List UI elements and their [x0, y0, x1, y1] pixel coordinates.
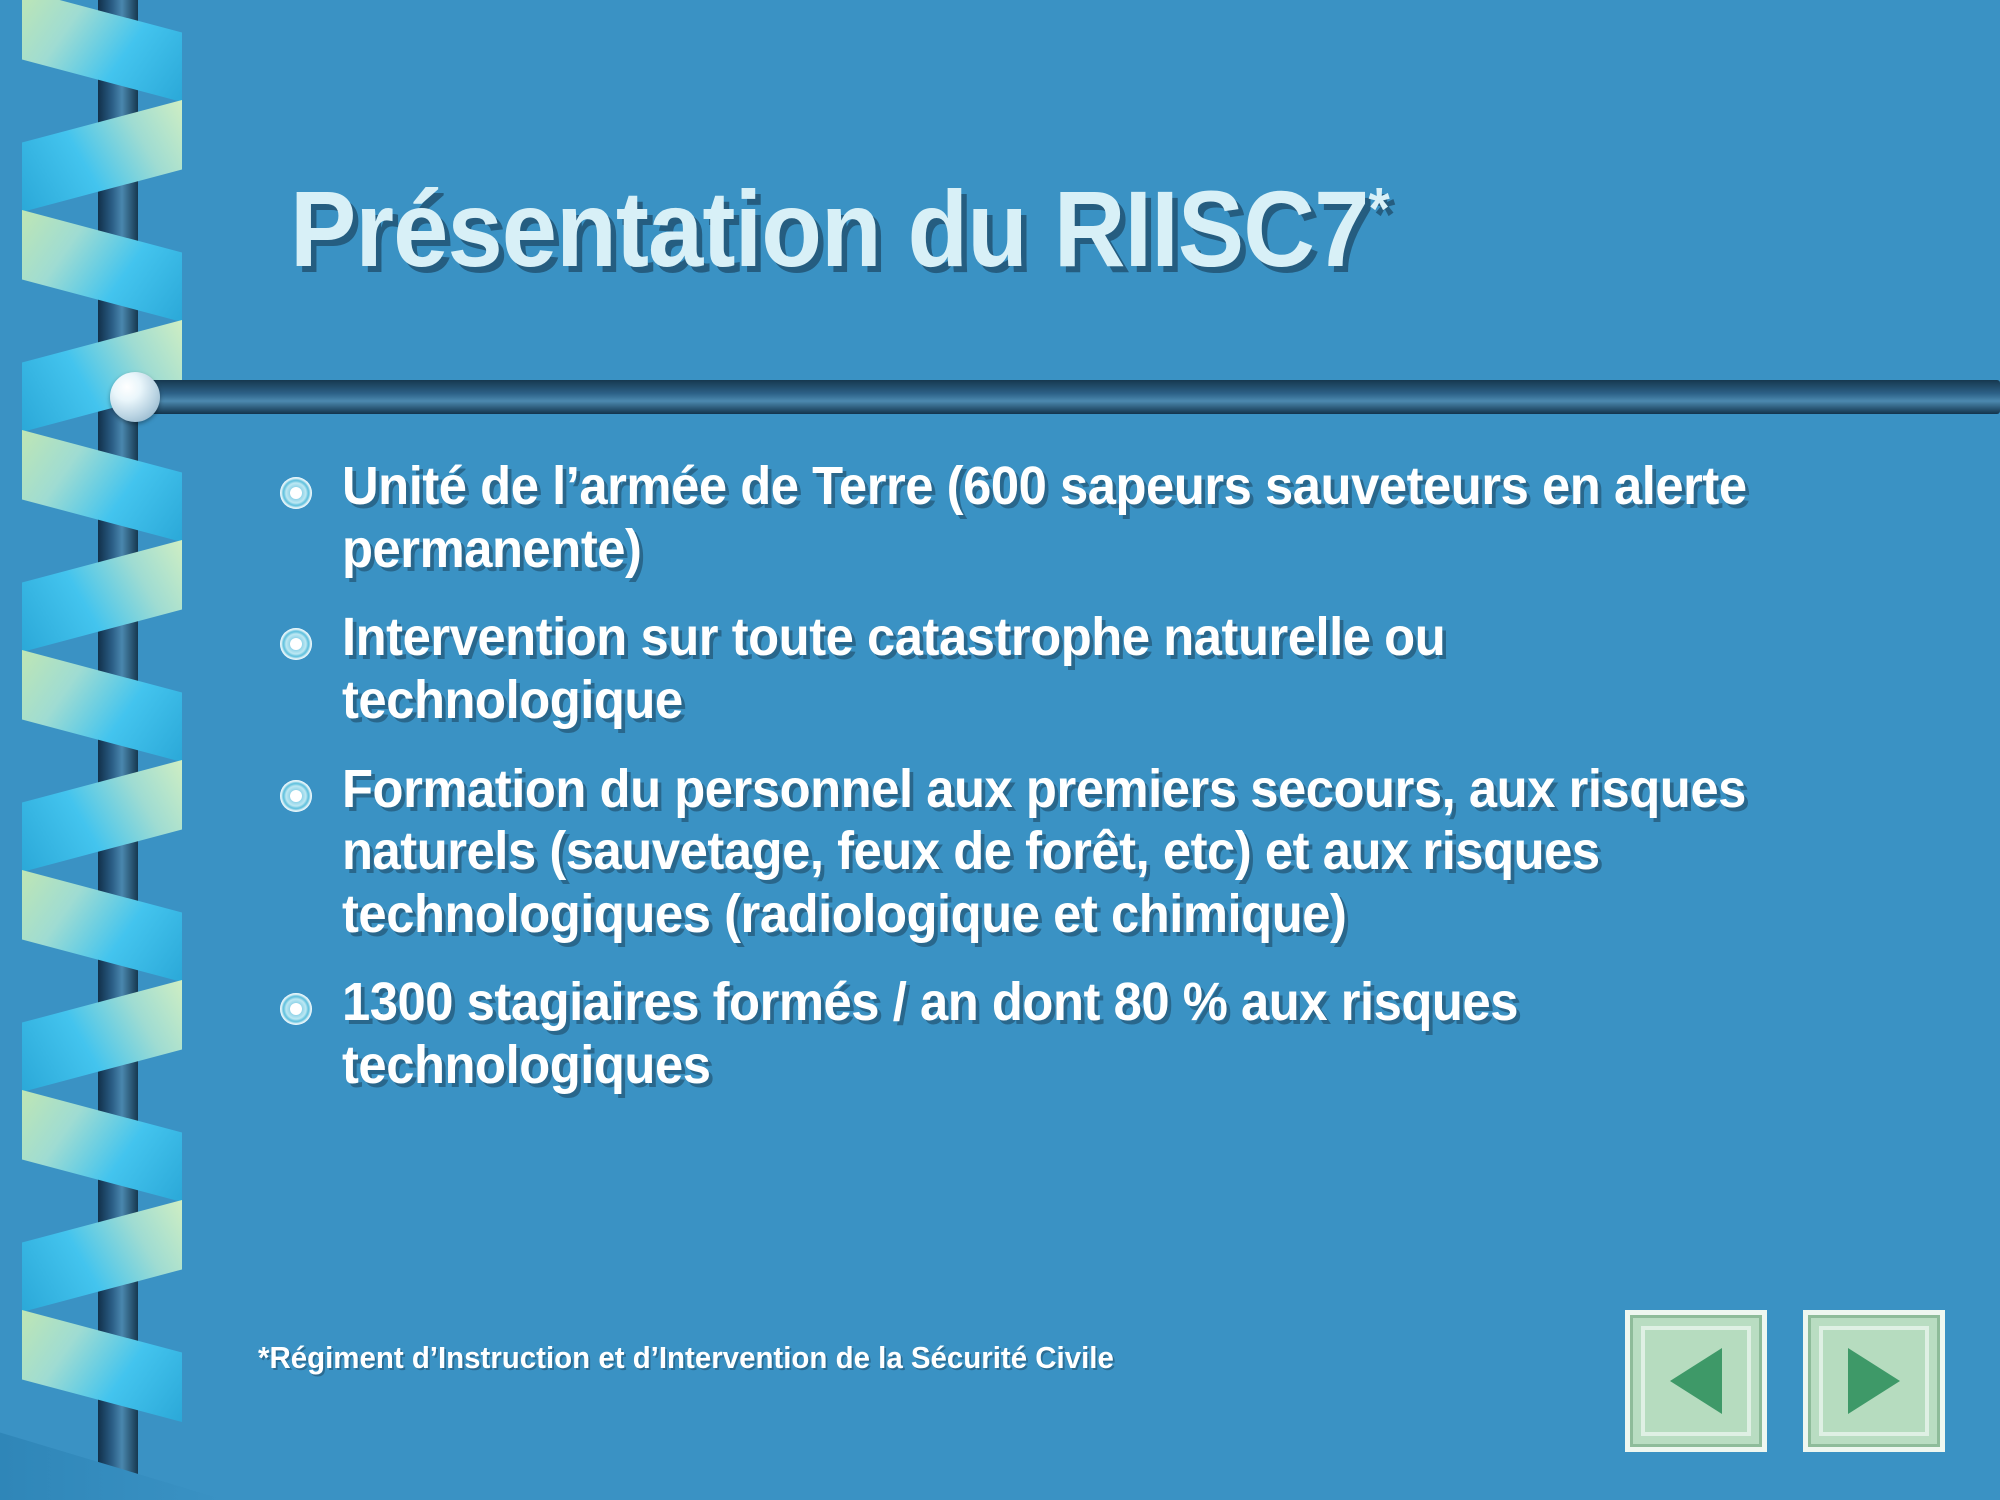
- list-item-label: 1300 stagiaires formés / an dont 80 % aux risques technologiques: [342, 972, 1518, 1095]
- bullet-gear-icon: [280, 477, 316, 513]
- bullet-gear-icon: [280, 780, 316, 816]
- ribbon-segment: [22, 320, 182, 432]
- title-divider: [130, 380, 2000, 414]
- ribbon-segment: [22, 1310, 182, 1422]
- previous-button-inner: [1641, 1326, 1751, 1436]
- ribbon-segment: [22, 760, 182, 872]
- ribbon-segment: [22, 210, 182, 322]
- ribbon-helix: [0, 0, 225, 1500]
- list-item: [280, 971, 1880, 1096]
- slide-footnote: *Régiment d’Instruction et d’Intervention de la Sécurité Civile: [258, 1340, 1114, 1375]
- decorative-ribbon-band: [0, 0, 225, 1500]
- list-item: [280, 455, 1880, 580]
- ribbon-segment: [22, 980, 182, 1092]
- list-item: [280, 606, 1880, 731]
- slide-title-footnote-marker: *: [1368, 175, 1389, 242]
- bullet-gear-icon: [280, 993, 316, 1029]
- triangle-right-icon: [1848, 1348, 1900, 1414]
- slide-navigation: [1625, 1310, 1945, 1452]
- ribbon-segment: [22, 100, 182, 212]
- ribbon-segment: [22, 540, 182, 652]
- ribbon-segment: [22, 1090, 182, 1202]
- ribbon-segment: [22, 1200, 182, 1312]
- bullet-list: [280, 455, 1880, 1123]
- ribbon-segment: [22, 430, 182, 542]
- next-button-inner: [1819, 1326, 1929, 1436]
- ribbon-segment: [22, 0, 182, 102]
- bullet-gear-icon: [280, 628, 316, 664]
- triangle-left-icon: [1670, 1348, 1722, 1414]
- list-item: [280, 758, 1880, 946]
- ribbon-segment: [22, 870, 182, 982]
- list-item-label: Formation du personnel aux premiers secours, aux risques naturels (sauvetage, feux de forêt, etc) et aux risques technologiques (radiologique et chimique): [342, 758, 1746, 944]
- slide-title-text: Présentation du RIISC7: [290, 168, 1369, 289]
- ribbon-segment: [22, 650, 182, 762]
- divider-bead-icon: [110, 372, 160, 422]
- next-slide-button[interactable]: [1803, 1310, 1945, 1452]
- list-item-label: Intervention sur toute catastrophe naturelle ou technologique: [342, 607, 1446, 730]
- slide-title: [290, 168, 1762, 289]
- list-item-label: Unité de l’armée de Terre (600 sapeurs sauveteurs en alerte permanente): [342, 456, 1747, 579]
- previous-slide-button[interactable]: [1625, 1310, 1767, 1452]
